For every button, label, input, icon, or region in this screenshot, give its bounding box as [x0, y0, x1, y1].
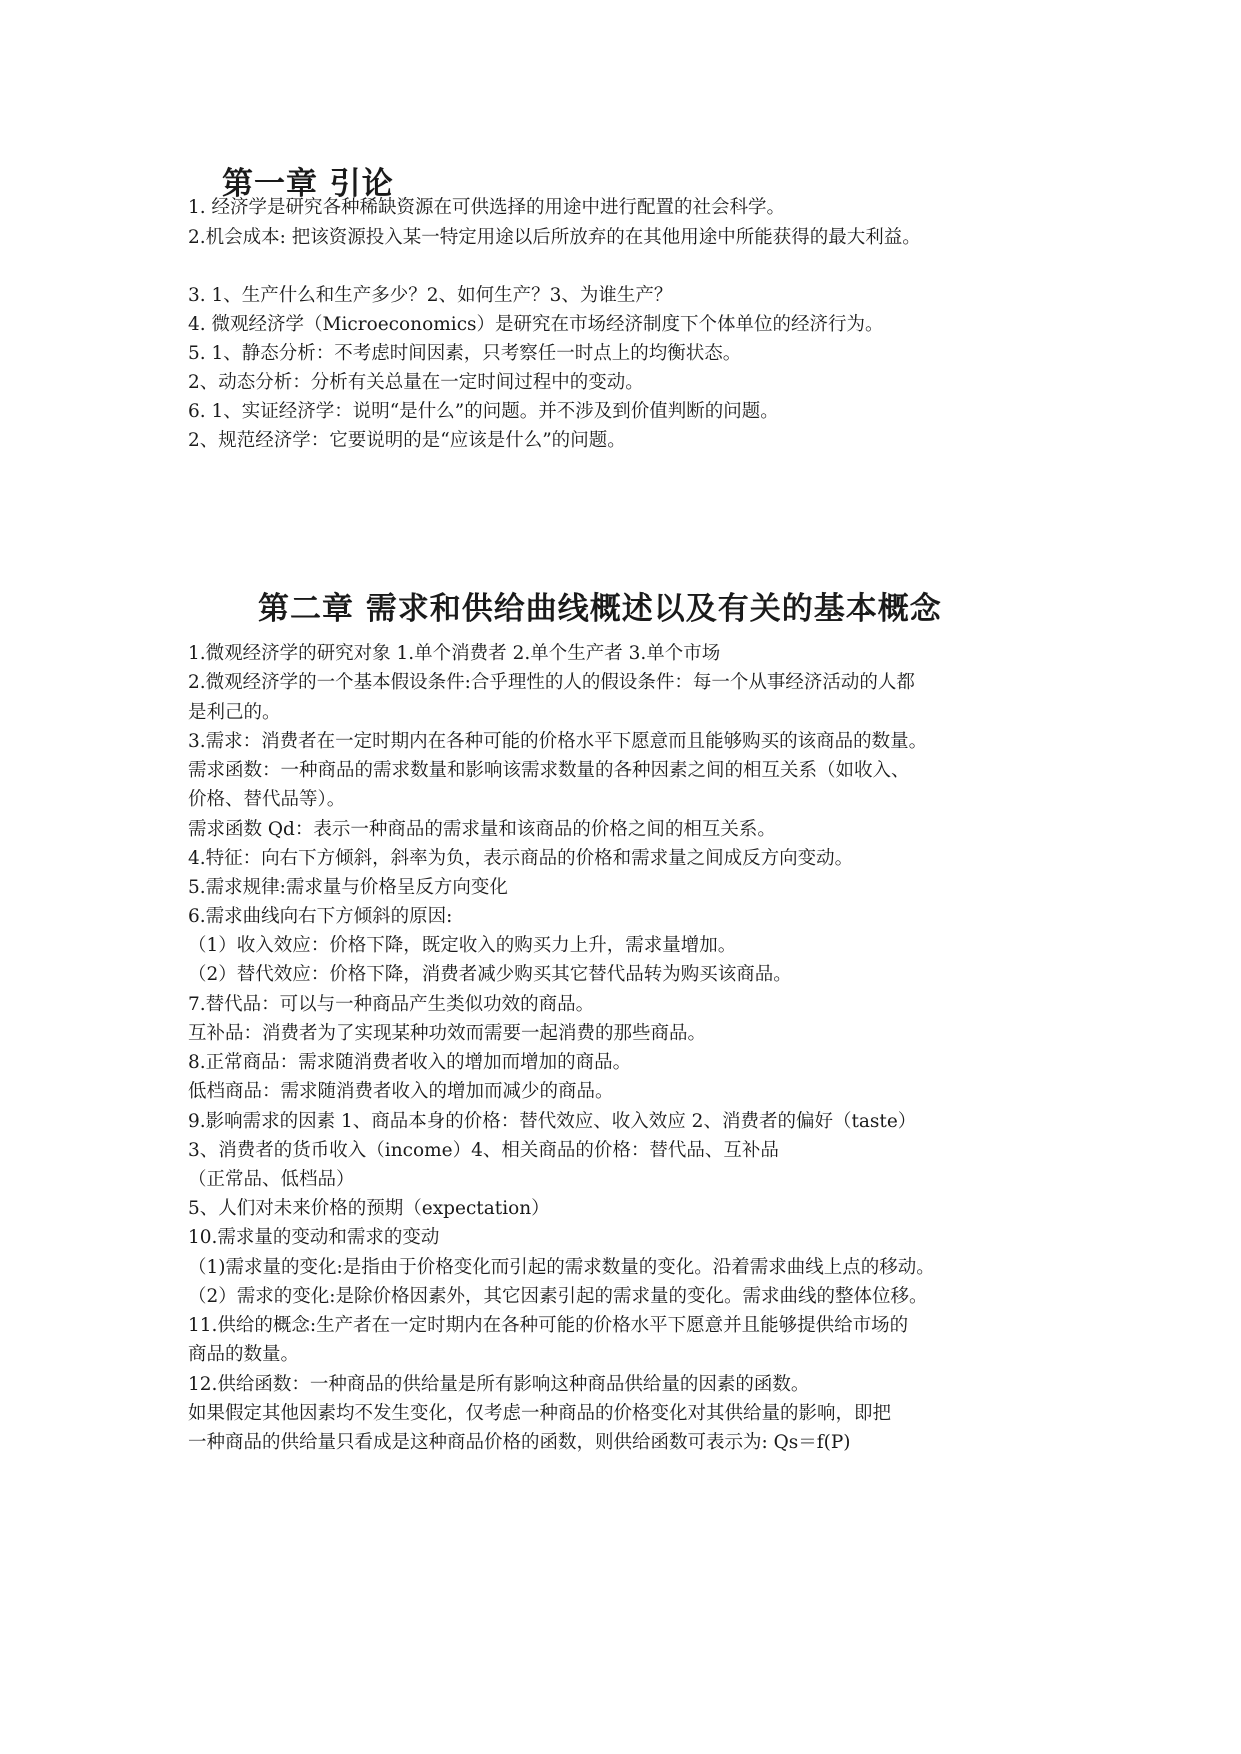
ch2-line-26: 12.供给函数：一种商品的供给量是所有影响这种商品供给量的因素的函数。 — [188, 1374, 810, 1395]
ch2-line-3: 是利己的。 — [188, 702, 281, 723]
ch2-line-4: 3.需求：消费者在一定时期内在各种可能的价格水平下愿意而且能够购买的该商品的数量。 — [188, 731, 928, 752]
ch2-line-17: 9.影响需求的因素 1、商品本身的价格：替代效应、收入效应 2、消费者的偏好（taste） — [188, 1111, 917, 1132]
ch2-line-24: 11.供给的概念:生产者在一定时期内在各种可能的价格水平下愿意并且能够提供给市场的 — [188, 1315, 909, 1336]
ch2-line-8: 4.特征：向右下方倾斜，斜率为负，表示商品的价格和需求量之间成反方向变动。 — [188, 848, 854, 869]
ch2-line-19: （正常品、低档品） — [188, 1169, 355, 1190]
ch2-line-21: 10.需求量的变动和需求的变动 — [188, 1227, 440, 1248]
ch1-line-7: 6. 1、实证经济学：说明“是什么”的问题。并不涉及到价值判断的问题。 — [188, 401, 779, 422]
ch2-line-7: 需求函数 Qd：表示一种商品的需求量和该商品的价格之间的相互关系。 — [188, 819, 776, 840]
ch2-line-15: 8.正常商品：需求随消费者收入的增加而增加的商品。 — [188, 1052, 632, 1073]
chapter1-title: 第一章 引论 — [222, 166, 394, 202]
ch1-line-8: 2、规范经济学：它要说明的是“应该是什么”的问题。 — [188, 430, 626, 451]
ch1-line-3: 3. 1、生产什么和生产多少？2、如何生产？3、为谁生产？ — [188, 285, 673, 306]
ch2-line-18: 3、消费者的货币收入（income）4、相关商品的价格：替代品、互补品 — [188, 1140, 779, 1161]
ch1-line-5: 5. 1、静态分析：不考虑时间因素，只考察任一时点上的均衡状态。 — [188, 343, 742, 364]
ch2-line-14: 互补品：消费者为了实现某种功效而需要一起消费的那些商品。 — [188, 1023, 707, 1044]
ch1-line-4: 4. 微观经济学（Microeconomics）是研究在市场经济制度下个体单位的经济行为。 — [188, 314, 884, 335]
ch1-line-2: 2.机会成本: 把该资源投入某一特定用途以后所放弃的在其他用途中所能获得的最大利益。 — [188, 227, 921, 248]
ch2-line-13: 7.替代品：可以与一种商品产生类似功效的商品。 — [188, 994, 595, 1015]
ch2-line-2: 2.微观经济学的一个基本假设条件:合乎理性的人的假设条件：每一个从事经济活动的人都 — [188, 672, 915, 693]
chapter2-title: 第二章 需求和供给曲线概述以及有关的基本概念 — [258, 591, 942, 627]
ch2-line-27: 如果假定其他因素均不发生变化，仅考虑一种商品的价格变化对其供给量的影响，即把 — [188, 1403, 892, 1424]
ch2-line-22: （1)需求量的变化:是指由于价格变化而引起的需求数量的变化。沿着需求曲线上点的移动。 — [188, 1257, 935, 1278]
ch2-line-9: 5.需求规律:需求量与价格呈反方向变化 — [188, 877, 508, 898]
ch2-line-16: 低档商品：需求随消费者收入的增加而减少的商品。 — [188, 1081, 614, 1102]
ch2-line-6: 价格、替代品等）。 — [188, 789, 346, 810]
ch2-line-1: 1.微观经济学的研究对象 1.单个消费者 2.单个生产者 3.单个市场 — [188, 643, 721, 664]
ch2-line-12: （2）替代效应：价格下降，消费者减少购买其它替代品转为购买该商品。 — [188, 964, 792, 985]
ch2-line-23: （2）需求的变化:是除价格因素外，其它因素引起的需求量的变化。需求曲线的整体位移。 — [188, 1286, 928, 1307]
ch2-line-28: 一种商品的供给量只看成是这种商品价格的函数，则供给函数可表示为: Qs＝f(P) — [188, 1432, 851, 1453]
ch2-line-11: （1）收入效应：价格下降，既定收入的购买力上升，需求量增加。 — [188, 935, 737, 956]
ch2-line-25: 商品的数量。 — [188, 1344, 300, 1365]
ch1-line-1: 1. 经济学是研究各种稀缺资源在可供选择的用途中进行配置的社会科学。 — [188, 197, 786, 218]
ch1-line-6: 2、动态分析：分析有关总量在一定时间过程中的变动。 — [188, 372, 644, 393]
ch2-line-10: 6.需求曲线向右下方倾斜的原因: — [188, 906, 453, 927]
ch2-line-20: 5、人们对未来价格的预期（expectation） — [188, 1198, 550, 1219]
ch2-line-5: 需求函数：一种商品的需求数量和影响该需求数量的各种因素之间的相互关系（如收入、 — [188, 760, 910, 781]
